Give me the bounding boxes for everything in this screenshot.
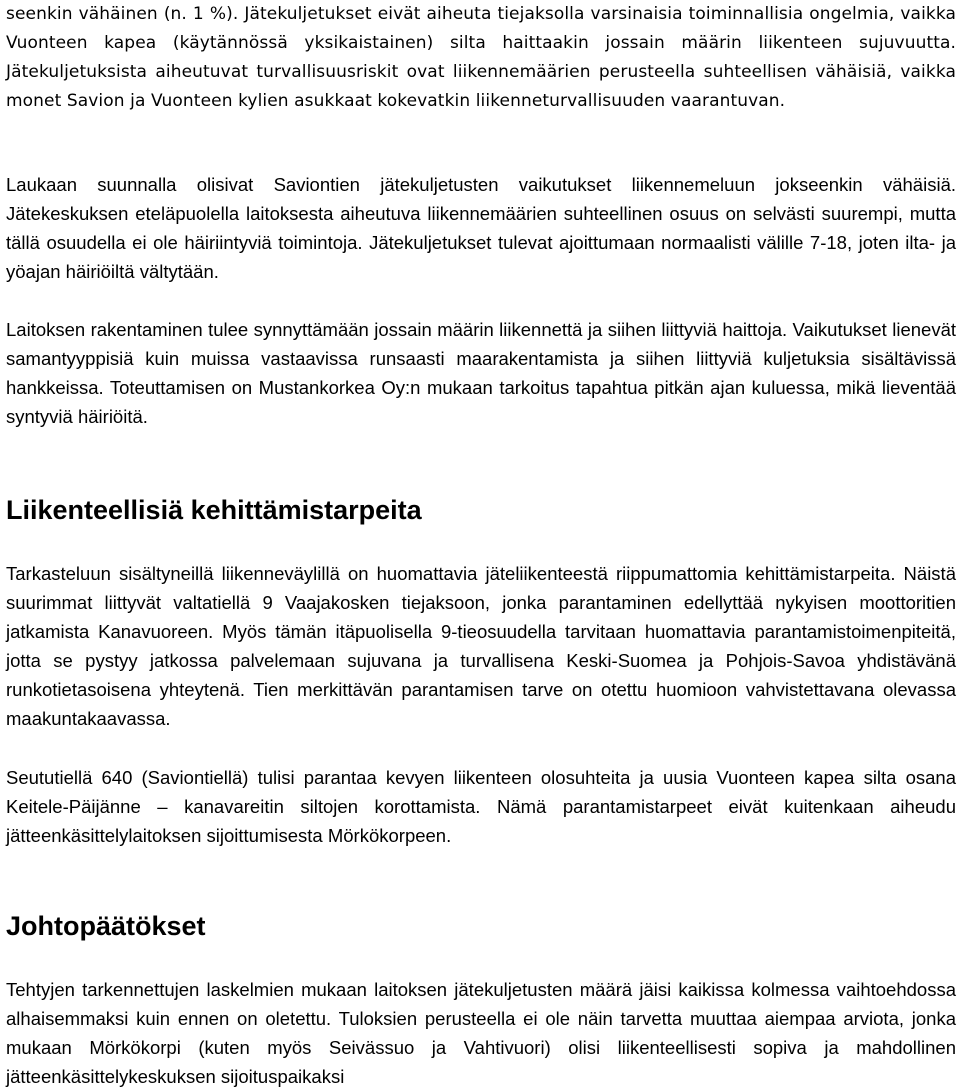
paragraph-laukaa-noise: Laukaan suunnalla olisivat Saviontien jätekuljetusten vaikutukset liikennemeluun jokseenkin vähäisiä. Jätekeskuksen eteläpuolella laitoksesta aiheutuva liikennemäärien suhteellinen osuus on selvästi suurempi, mutta tällä osuudella ei ole häiriintyviä toimintoja. Jätekuljetukset tulevat ajoittumaan normaalisti välille 7-18, joten ilta- ja yöajan häiriöiltä vältytään. bbox=[6, 174, 956, 282]
paragraph-traffic-effects: seenkin vähäinen (n. 1 %). Jätekuljetukset eivät aiheuta tiejaksolla varsinaisia toiminnallisia ongelmia, vaikka Vuonteen kapea (käytännössä yksikaistainen) silta haittaakin jossain määrin liikenteen sujuvuutta. Jätekuljetuksista aiheutuvat turvallisuusriskit ovat liikennemäärien perusteella suhteellisen vähäisiä, vaikka monet Savion ja Vuonteen kylien asukkaat kokevatkin liikenneturvallisuuden vaarantuvan. bbox=[6, 4, 956, 111]
paragraph-road-640: Seututiellä 640 (Saviontiellä) tulisi parantaa kevyen liikenteen olosuhteita ja uusia Vuonteen kapea silta osana Keitele-Päijänne – kanavareitin siltojen korottamista. Nämä parantamistarpeet eivät kuitenkaan aiheudu jätteenkäsittelylaitoksen sijoittumisesta Mörkökorpeen. bbox=[6, 767, 956, 846]
paragraph-construction: Laitoksen rakentaminen tulee synnyttämään jossain määrin liikennettä ja siihen liittyviä haittoja. Vaikutukset lienevät samantyyppisiä kuin muissa vastaavissa runsaasti maarakentamista ja siihen liittyviä kuljetuksia sisältävissä hankkeissa. Toteuttamisen on Mustankorkea Oy:n mukaan tarkoitus tapahtua pitkän ajan kuluessa, mikä lieventää syntyviä häiriöitä. bbox=[6, 319, 956, 427]
paragraph-development-needs: Tarkasteluun sisältyneillä liikenneväylillä on huomattavia jäteliikenteestä riippumattomia kehittämistarpeita. Näistä suurimmat liittyvät valtatiellä 9 Vaajakosken tiejaksoon, jonka parantaminen edellyttää nykyisen moottoritien jatkamista Kanavuoreen. Myös tämän itäpuolisella 9-tieosuudella tarvitaan huomattavia parantamistoimenpiteitä, jotta se pystyy jatkossa palvelemaan sujuvana ja turvallisena Keski-Suomea ja Pohjois-Savoa yhdistävänä runkotietasoisena yhteytenä. Tien merkittävän parantamisen tarve on otettu huomioon vahvistettavana olevassa maakuntakaavassa. bbox=[6, 563, 956, 729]
paragraph-conclusions: Tehtyjen tarkennettujen laskelmien mukaan laitoksen jätekuljetusten määrä jäisi kaikissa kolmessa vaihtoehdossa alhaisemmaksi kuin ennen on oletettu. Tuloksien perusteella ei ole näin tarvetta muuttaa aiempaa arviota, jonka mukaan Mörkökorpi (kuten myös Seivässuo ja Vahtivuori) olisi liikenteellisesti sopiva ja mahdollinen jätteenkäsittelykeskuksen sijoituspaikaksi bbox=[6, 979, 956, 1087]
heading-conclusions: Johtopäätökset bbox=[6, 911, 206, 941]
heading-development-needs: Liikenteellisiä kehittämistarpeita bbox=[6, 495, 422, 525]
